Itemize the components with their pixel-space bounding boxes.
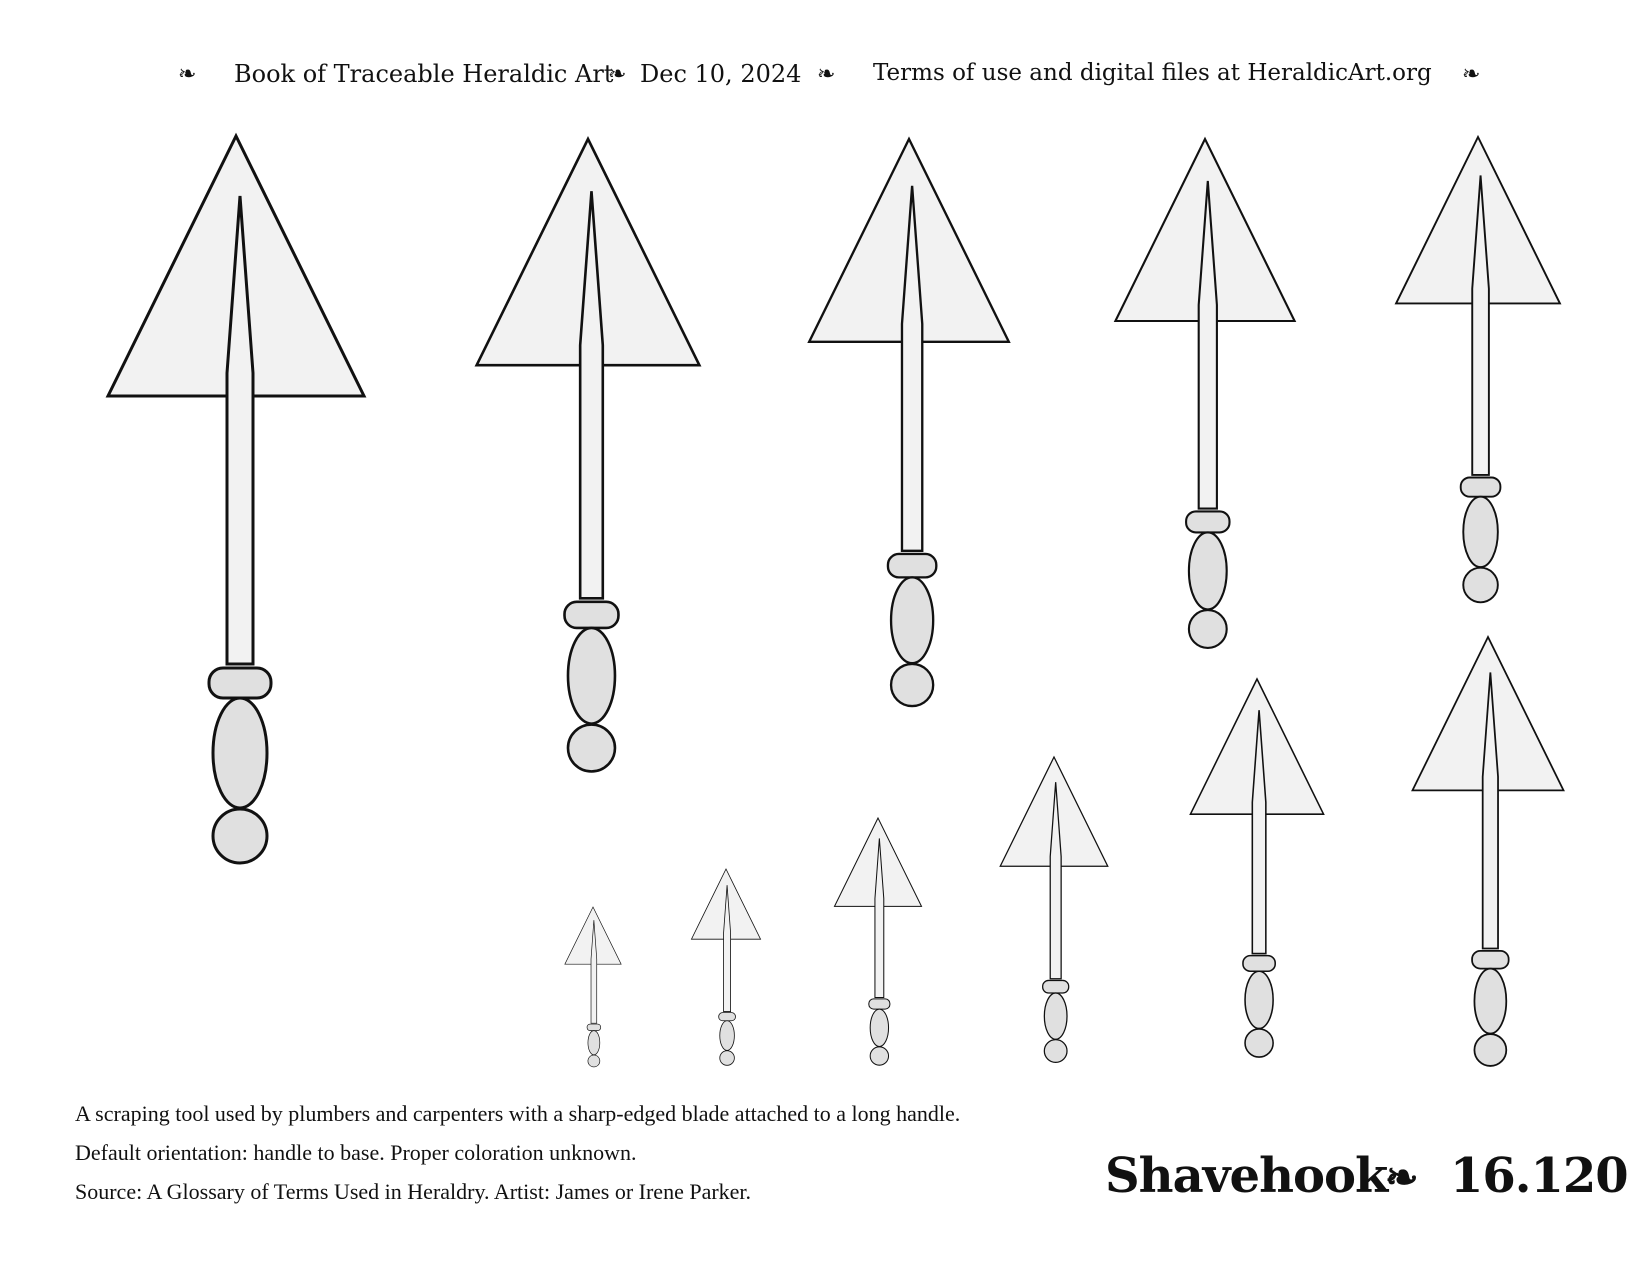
- description-line: A scraping tool used by plumbers and carpenters with a sharp-edged blade attached to a long handle.: [75, 1101, 961, 1126]
- orientation-line: Default orientation: handle to base. Proper coloration unknown.: [75, 1140, 637, 1165]
- shavehook-icon: [477, 139, 700, 771]
- plate-number: 16.120: [1450, 1148, 1628, 1204]
- description-block: [75, 1094, 1115, 1211]
- fleuron-ornament: ❧: [817, 62, 836, 87]
- shavehook-icon: [1000, 757, 1108, 1062]
- source-line: Source: A Glossary of Terms Used in Heraldry. Artist: James or Irene Parker.: [75, 1179, 752, 1204]
- shavehook-icon: [1396, 137, 1560, 602]
- shavehook-icon: [834, 818, 921, 1065]
- terms-of-use-text: Terms of use and digital files at HeraldicArt.org: [873, 60, 1432, 86]
- shavehook-icon: [1412, 637, 1563, 1066]
- fleuron-ornament: ❧: [1385, 1154, 1418, 1201]
- shavehook-icon: [1115, 139, 1294, 648]
- fleuron-ornament: ❧: [178, 62, 197, 87]
- shavehook-icon: [565, 907, 621, 1067]
- charge-name: Shavehook: [1105, 1148, 1388, 1204]
- fleuron-ornament: ❧: [1462, 62, 1481, 87]
- fleuron-ornament: ❧: [608, 62, 627, 87]
- shavehook-icon: [108, 136, 364, 863]
- shavehook-icon: [691, 869, 760, 1065]
- publication-date: Dec 10, 2024: [640, 60, 802, 88]
- shavehook-icon: [809, 139, 1009, 706]
- shavehook-icon: [1190, 679, 1323, 1057]
- book-title: Book of Traceable Heraldic Art: [234, 60, 614, 88]
- plate-title: [1105, 1148, 1628, 1218]
